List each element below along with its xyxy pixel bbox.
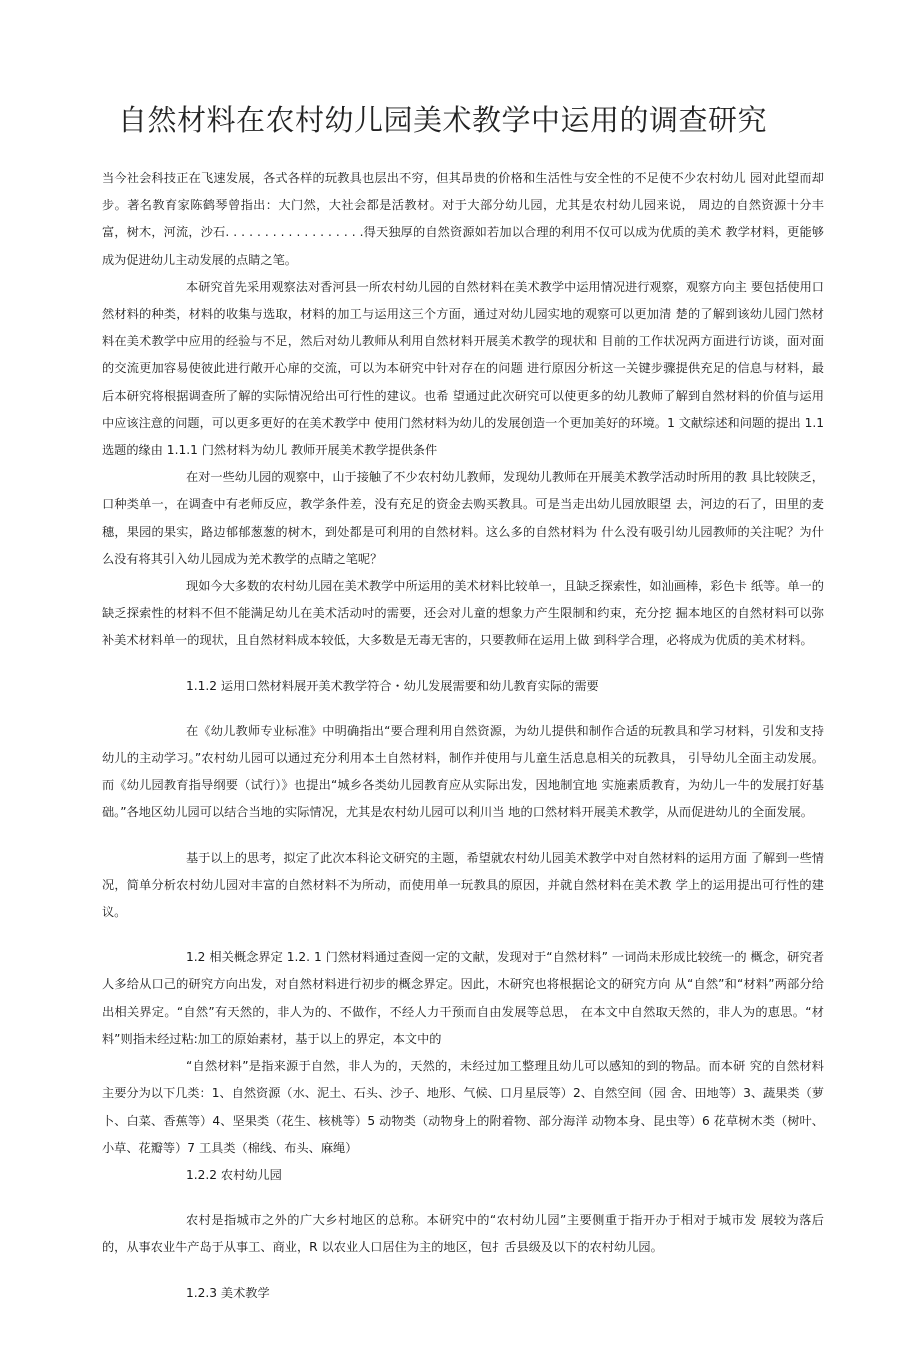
paragraph-method: 本研究首先采用观察法对香河县一所农村幼儿园的自然材料在美术教学中运用情况进行观察，观察方向主 要包括使用口然材料的种类，材料的收集与选取，材料的加工与运用这三个方面，通过对幼儿园实地的观察可以更加清 楚的了解到该幼儿园门然材料在美术教学中应用的经验与不足，然后对幼儿教师从利用自然材料开展美术教学的现状和 目前的工作状况两方面进行访谈，面对面的交流更加容易使彼此进行敞开心扉的交流，可以为本研究中针对存在的问题 进行原因分析这一关键步骤提供充足的信息与材料，最后本研究将根据调查所了解的实际情况给出可行性的建议。也希 望通过此次研究可以使更多的幼儿教师了解到自然材料的价值与运用中应该注意的问题，可以更多更好的在美术教学中 使用门然材料为幼儿的发展创造一个更加美好的环境。1 文献综述和问题的提出 1.1 选题的缘由 1.1.1 门然材料为幼儿 教师开展美术教学提供条件	[102, 279, 824, 458]
paragraph-natural-materials: “自然材料”是指来源于自然，非人为的，天然的，未经过加工整理且幼儿可以感知的到的物品。而本研 究的自然材料主要分为以下几类：1、自然资源（水、泥土、石头、沙子、地形、气候、口月星辰等）2、自然空间（园 舍、田地等）3、蔬果类（萝卜、白菜、香蕉等）4、坚果类（花生、核桃等）5 动物类（动物身上的附着物、部分海洋 动物本身、昆虫等）6 花草树木类（树叶、小草、花瓣等）7 工具类（棉线、布头、麻绳）	[102, 1059, 824, 1155]
paragraph-definitions: 1.2 相关概念界定 1.2. 1 门然材料通过查阅一定的文献，发现对于“自然材料” 一词尚未形成比较统一的 概念，研究者人多给从口己的研究方向出发，对自然材料进行初步的概念界定。因此，木研究也将根据论文的研究方向 从“自然”和“材料”两部分给出相关界定。“自然”有天然的，非人为的、不做作，不经人力干预而自由发展等总思， 在本文中自然取天然的，非人为的恵思。“材料”则指未经过粘:加工的原始素材，基于以上的界定，本文中的	[102, 950, 824, 1046]
paragraph-observation: 在对一些幼儿园的观察中，山于接触了不少农村幼儿教师，发现幼儿教师在开展美术教学活动时所用的教 具比较陕乏，口种类单一，在调查中有老师反应，教学条件差，没有充足的资金去购买教具。可是当走出幼儿园放眼望 去，河边的石了，田里的麦穗，果园的果实，路边郁郁葱葱的树木，到处都是可利用的自然材料。这么多的自然材料为 什么没有吸引幼儿园教师的关注呢？为什么没有将其引入幼儿园成为羌术教学的点睛之笔呢？	[102, 470, 824, 566]
paragraph-thoughts: 基于以上的思考，拟定了此次本科论文研究的主题，希望就农村幼儿园美术教学中对自然材料的运用方面 了解到一些情况，简单分析农村幼儿园对丰富的自然材料不为所动，而使用单一玩教具的原因，并就自然材料在美术教 学上的运用提出可行性的建议。	[102, 850, 824, 920]
section-heading-1-1-2: 1.1.2 运用口然材料展开美术教学符合・幼儿发展需要和幼儿教育实际的需要	[186, 678, 599, 693]
document-title: 自然材料在农村幼儿园美术教学中运用的调查研究	[118, 103, 768, 137]
document-body	[102, 165, 824, 1307]
section-heading-1-2-2: 1.2.2 农村幼儿园	[186, 1167, 282, 1182]
paragraph-materials: 现如今大多数的农村幼儿园在美术教学中所运用的美术材料比较单一，且缺乏探索性，如汕画棒，彩色卡 纸等。单一的缺乏探索性的材料不但不能满足幼儿在美术活动吋的需要，还会对儿童的想象力产生限制和约束，充分挖 掘本地区的自然材料可以弥补美术材料单一的现状，且自然材料成本较低，大多数是无毒无害的，只要教师在运用上做 到科学合理，必将成为优质的美术材料。	[102, 579, 824, 648]
paragraph-intro: 当今社会科技正在飞速发展，各式各样的玩教具也层出不穷，但其昂贵的价格和生活性与安全性的不足使不少农村幼儿 园对此望而却步。著名教育家陈鹤琴曾指出：大门然，大社会都是活教材。对于大部分幼儿园，尤其是农村幼儿园来说， 周边的自然资源十分丰富，树木，河流，沙石. . . . . . . . . . . . . . . . . .得天独厚的自然资源如若加以合理的利用不仅可以成为优质的美术 教学材料，更能够成为促进幼儿主动发展的点睛之笔。	[102, 171, 824, 267]
paragraph-rural: 农村是指城市之外的广大乡村地区的总称。本研究中的“农村幼儿园”主要侧重于指开办于相对于城市发 展较为落后的，从事农业牛产岛于从事工、商业，R 以农业人口居住为主的地区，包扌舌县级及以下的农村幼儿园。	[102, 1213, 824, 1255]
paragraph-standards: 在《幼儿教师专业标准》中明确指出“要合理利用自然资源，为幼儿提供和制作合适的玩教具和学习材料，引发和支持幼儿的主动学习。”农村幼儿园可以通过充分利用本土自然材料，制作并使用与儿童生活息息相关的玩教具， 引导幼儿全面主动发展。而《幼儿园教育指导纲要（试行）》也提出“城乡各类幼儿园教育应从实际出发，因地制宜地 实施素质教育，为幼儿一牛的发展打好基础。”各地区幼儿园可以结合当地的实际情况，尤其是农村幼儿园可以利川当 地的口然材料开展美术教学，从而促进幼儿的全面发展。	[102, 723, 824, 820]
section-heading-1-2-3: 1.2.3 美术教学	[186, 1285, 270, 1300]
